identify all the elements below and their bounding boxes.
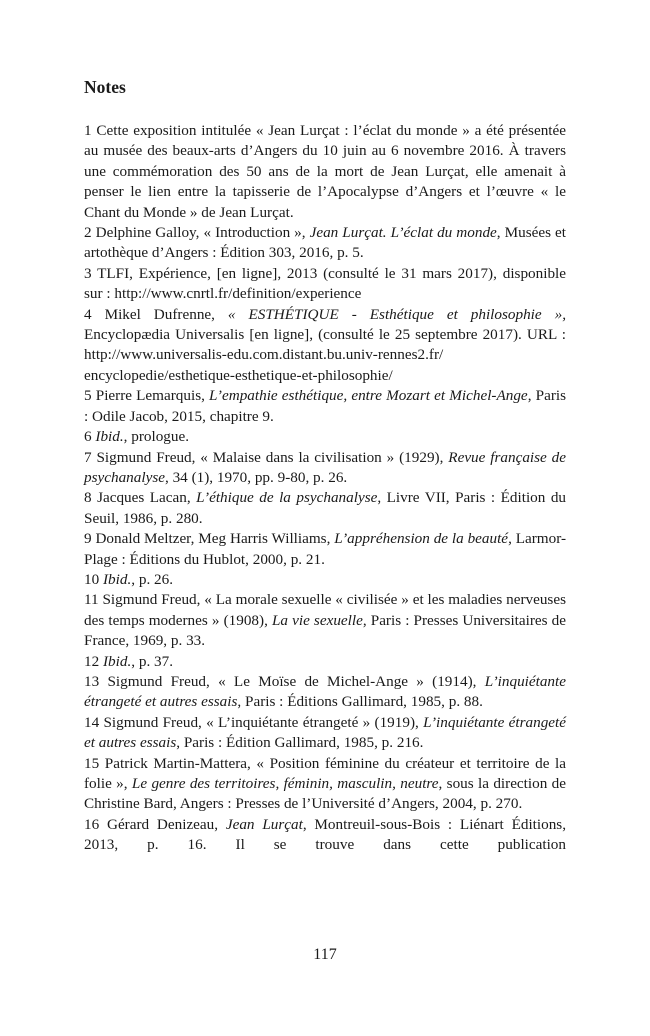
- note-text: , Paris : Édition Gallimard, 1985, p. 216.: [176, 734, 424, 752]
- note-text: 15 Patrick Martin-Mattera, « Position féminine du créateur et territoire de la folie »,: [84, 754, 566, 792]
- note-text: 12: [84, 652, 103, 670]
- note-text: 4 Mikel Dufrenne,: [84, 305, 228, 323]
- note-text: , prologue.: [123, 428, 190, 446]
- note-title-italic: Jean Lurçat: [225, 815, 303, 833]
- page: [84, 0, 566, 1036]
- note-title-italic: La vie sexuelle: [271, 611, 363, 629]
- note-text: 7 Sigmund Freud, « Malaise dans la civilisation » (1929),: [84, 448, 449, 466]
- note-item: [84, 427, 566, 447]
- note-item: [84, 305, 566, 387]
- note-item: [84, 713, 566, 754]
- note-title-italic: « ESTHÉTIQUE - Esthétique et philosophie »,: [227, 305, 566, 323]
- note-text: 6: [84, 428, 96, 446]
- note-text: , Paris : Presses Universitaires de France, 1969, p. 33.: [84, 611, 567, 650]
- note-item: [84, 529, 566, 570]
- note-text: , 34 (1), 1970, pp. 9-80, p. 26.: [164, 468, 348, 486]
- note-item: [84, 754, 566, 815]
- note-item: [84, 488, 566, 529]
- note-text: , Larmor-Plage : Éditions du Hublot, 2000, p. 21.: [84, 530, 567, 568]
- note-item: [84, 590, 566, 651]
- note-item: [84, 386, 566, 427]
- note-text: 2 Delphine Galloy, « Introduction »,: [84, 224, 310, 242]
- note-text: 8 Jacques Lacan,: [84, 489, 197, 507]
- note-text: 9 Donald Meltzer, Meg Harris Williams,: [84, 530, 335, 548]
- note-item: [84, 121, 566, 223]
- note-text: 14 Sigmund Freud, « L’inquiétante étrangeté » (1919),: [84, 713, 424, 731]
- note-text: 16 Gérard Denizeau,: [84, 815, 226, 833]
- note-item: [84, 223, 566, 264]
- note-title-italic: Revue française de psychanalyse: [84, 448, 567, 486]
- note-title-italic: L’appréhension de la beauté: [334, 530, 509, 548]
- note-text: , Paris : Éditions Gallimard, 1985, p. 88.: [237, 693, 483, 711]
- page-number: 117: [313, 946, 337, 963]
- note-text: 11 Sigmund Freud, « La morale sexuelle « civilisée » et les maladies nerveuses des temps modernes » (1908),: [84, 591, 566, 629]
- note-text: , Livre VII, Paris : Édition du Seuil, 1986, p. 280.: [84, 489, 567, 527]
- note-text: , Musées et artothèque d’Angers : Édition 303, 2016, p. 5.: [84, 224, 566, 262]
- note-text: 13 Sigmund Freud, « Le Moïse de Michel-Ange » (1914),: [84, 672, 485, 690]
- note-text: , Paris : Odile Jacob, 2015, chapitre 9.: [84, 387, 567, 425]
- note-text: , p. 37.: [131, 652, 174, 670]
- note-text: 10: [84, 570, 103, 588]
- note-title-italic: Ibid.: [102, 652, 132, 670]
- note-title-italic: Ibid.: [102, 570, 132, 588]
- note-item: [84, 815, 566, 856]
- note-title-italic: Ibid.: [95, 428, 124, 446]
- note-item: [84, 570, 566, 590]
- note-text: , Montreuil-sous-Bois : Liénart Éditions, 2013, p. 16. Il se trouve dans cette publication: [84, 815, 566, 854]
- notes-list: [84, 121, 566, 856]
- notes-heading: Notes: [84, 77, 126, 97]
- note-title-italic: L’inquiétante étrangeté et autres essais: [84, 713, 567, 752]
- note-item: [84, 448, 566, 489]
- note-title-italic: Le genre des territoires, féminin, masculin, neutre: [131, 775, 439, 792]
- note-text: Encyclopædia Universalis [en ligne], (consulté le 25 septembre 2017). URL : http://www.universalis-edu.com.distant.bu.univ-rennes2.fr/ encyclopedie/esthetique-esthetique-et-philosophie/: [84, 326, 566, 384]
- note-item: [84, 264, 566, 305]
- note-item: [84, 672, 566, 713]
- note-text: 1 Cette exposition intitulée « Jean Lurçat : l’éclat du monde » a été présentée au musée des beaux-arts d’Angers du 10 juin au 6 novembre 2016. À travers une commémoration des 50 ans de la mort de Jean Lurçat, elle amenait à penser le lien entre la tapisserie de l’Apocalypse d’Angers et l’œuvre « le Chant du Monde » de Jean Lurçat.: [84, 122, 566, 221]
- note-title-italic: L’empathie esthétique, entre Mozart et Michel-Ange: [209, 387, 528, 405]
- note-title-italic: Jean Lurçat. L’éclat du monde: [309, 224, 497, 242]
- note-text: , p. 26.: [131, 570, 174, 588]
- note-text: , sous la direction de Christine Bard, Angers : Presses de l’Université d’Angers, 2004, p. 270.: [84, 775, 566, 813]
- note-title-italic: L’inquiétante étrangeté et autres essais: [84, 672, 566, 711]
- note-text: 3 TLFI, Expérience, [en ligne], 2013 (consulté le 31 mars 2017), disponible sur : http://www.cnrtl.fr/definition/experience: [84, 264, 566, 303]
- note-title-italic: L’éthique de la psychanalyse: [196, 489, 378, 507]
- note-item: [84, 652, 566, 672]
- note-text: 5 Pierre Lemarquis,: [84, 387, 210, 405]
